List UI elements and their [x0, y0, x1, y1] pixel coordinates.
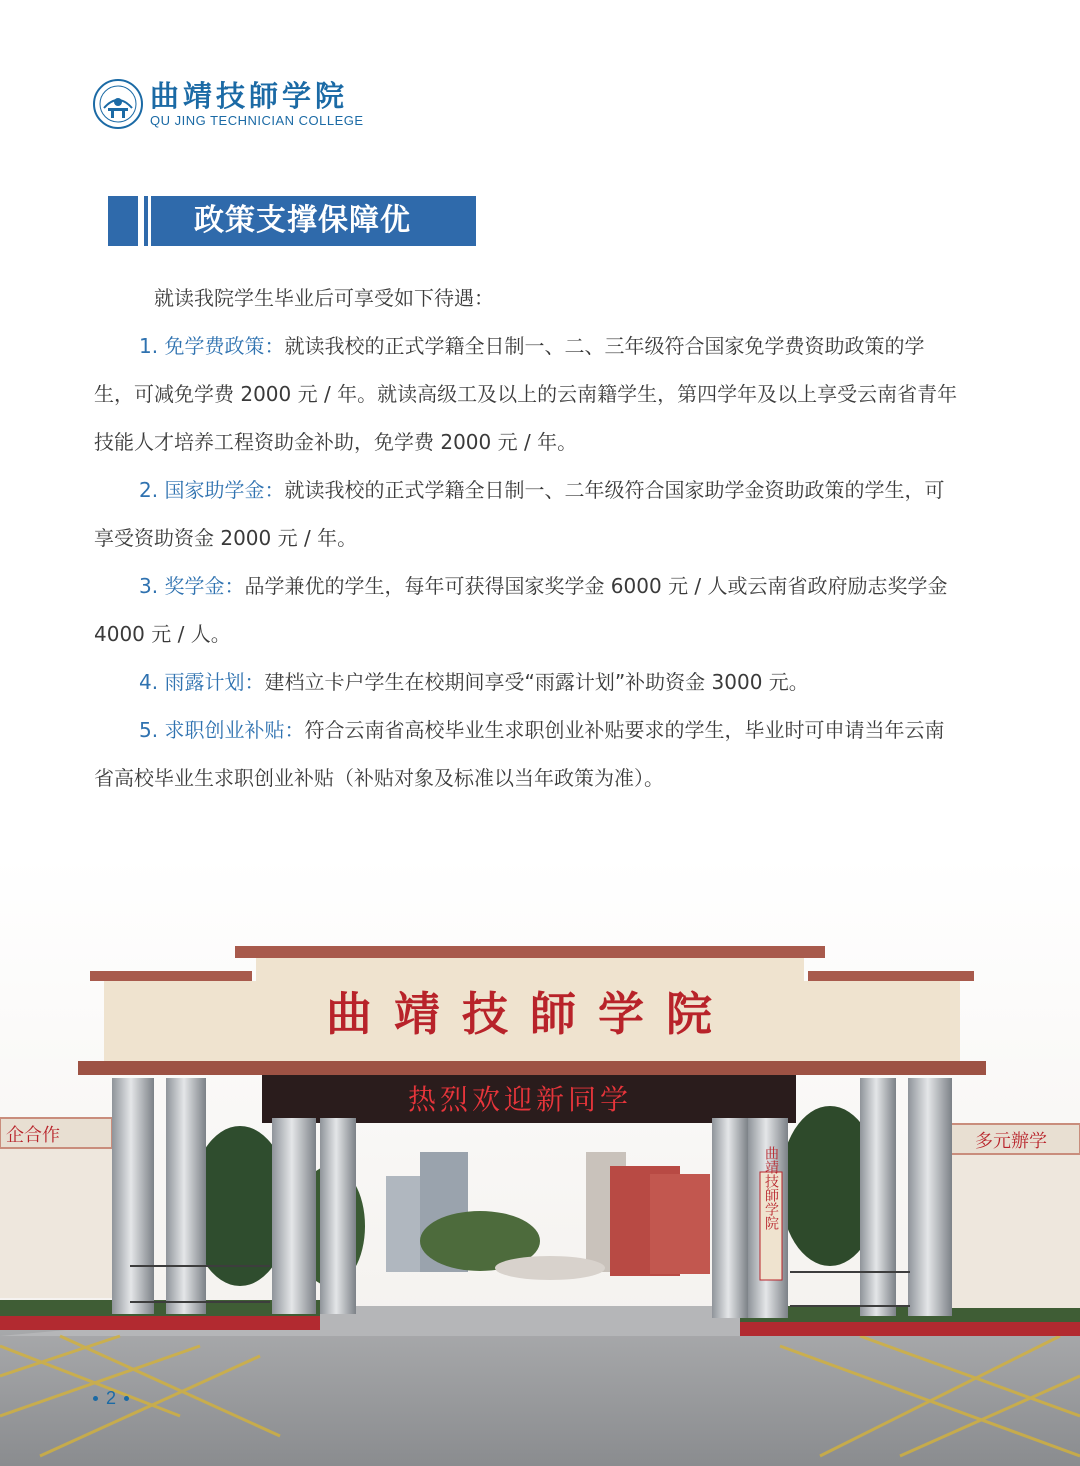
gate-sign: 曲靖技師学院: [326, 987, 734, 1041]
school-logo: [92, 76, 364, 132]
school-name-en: QU JING TECHNICIAN COLLEGE: [150, 113, 364, 128]
intro-text: 就读我院学生毕业后可享受如下待遇：: [154, 286, 494, 310]
pillar-sign: 曲靖技師学院: [763, 1146, 779, 1230]
section-title: 政策支撑保障优: [194, 203, 411, 238]
campus-gate-photo: [0, 856, 1080, 1466]
policy-item-title: 3. 奖学金：: [139, 574, 245, 598]
heading-accent-bar: [138, 196, 144, 246]
school-name-cn: 曲靖技師学院: [150, 79, 349, 113]
policy-item-text: 品学兼优的学生，每年可获得国家奖学金 6000 元 / 人或云南省政府励志奖学金 4000 元 / 人。: [94, 574, 948, 646]
page-number: [93, 1386, 129, 1410]
section-heading: [108, 196, 476, 246]
policy-item-text: 符合云南省高校毕业生求职创业补贴要求的学生，毕业时可申请当年云南省高校毕业生求职创业补贴（补贴对象及标准以当年政策为准）。: [94, 718, 945, 790]
policy-item-text: 就读我校的正式学籍全日制一、二年级符合国家助学金资助政策的学生，可享受资助资金 2000 元 / 年。: [94, 478, 945, 550]
welcome-banner: 热烈欢迎新同学: [407, 1083, 633, 1116]
policy-item-text: 建档立卡户学生在校期间享受“雨露计划”补助资金 3000 元。: [264, 670, 809, 694]
school-emblem-icon: [92, 78, 144, 130]
policy-item-title: 1. 免学费政策：: [139, 334, 285, 358]
policy-item-title: 2. 国家助学金：: [139, 478, 285, 502]
heading-accent-bar-thin: [148, 196, 151, 246]
page-number-text: 2: [106, 1387, 117, 1408]
policy-item-4: [94, 658, 964, 706]
policy-content: [94, 274, 964, 802]
policy-item-2: [94, 466, 964, 562]
right-building-sign: 多元辦学: [975, 1131, 1047, 1152]
policy-item-text: 就读我校的正式学籍全日制一、二、三年级符合国家免学费资助政策的学生，可减免学费 2000 元 / 年。就读高级工及以上的云南籍学生，第四学年及以上享受云南省青年技能人才培养工程资助金补助，免学费 2000 元 / 年。: [94, 334, 958, 454]
policy-item-title: 5. 求职创业补贴：: [139, 718, 305, 742]
page-dot-right: [124, 1396, 129, 1401]
page-dot-left: [93, 1396, 98, 1401]
policy-item-title: 4. 雨露计划：: [139, 670, 265, 694]
policy-item-5: [94, 706, 964, 802]
policy-item-1: [94, 322, 964, 466]
left-building-sign: 企合作: [6, 1125, 60, 1146]
policy-item-3: [94, 562, 964, 658]
